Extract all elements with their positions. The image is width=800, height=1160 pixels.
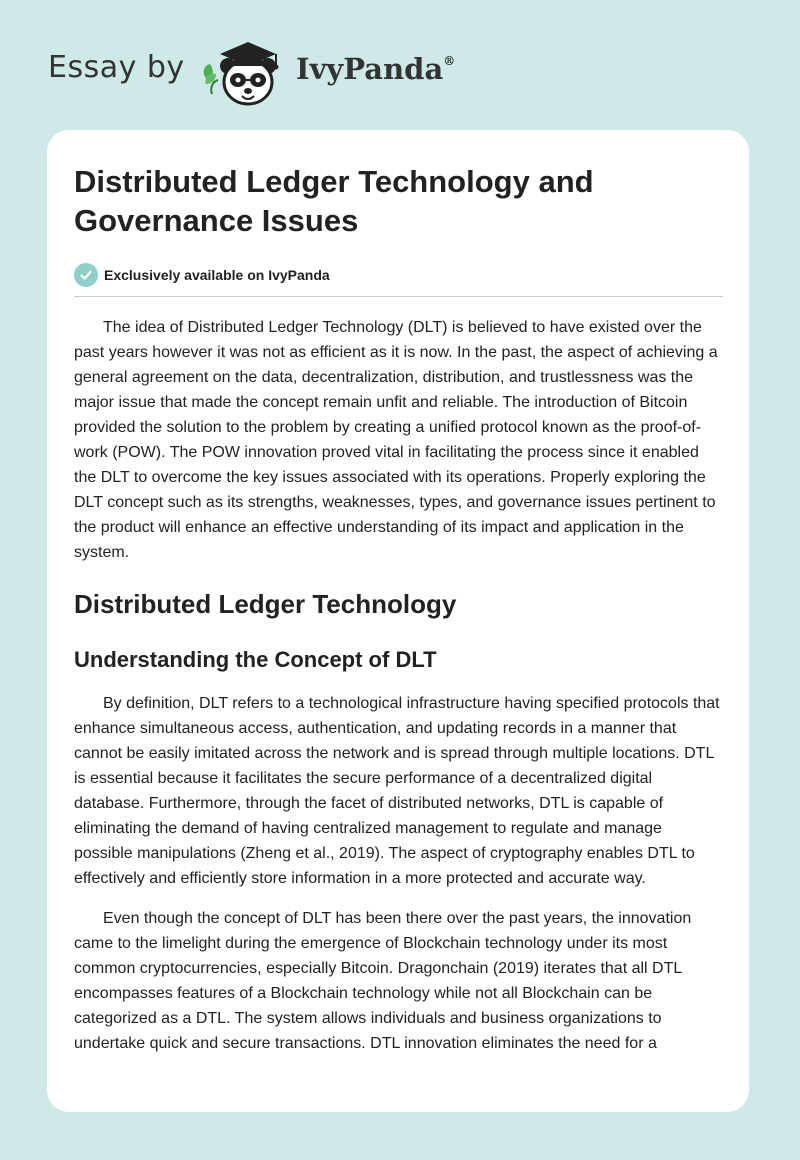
- brand-name-text: IvyPanda: [296, 52, 444, 86]
- site-header: [0, 0, 800, 130]
- article-title: Distributed Ledger Technology and Governance Issues: [74, 164, 594, 238]
- subsection-heading: Understanding the Concept of DLT: [74, 647, 437, 672]
- check-icon: [74, 263, 98, 287]
- exclusive-badge: [74, 262, 723, 288]
- brand-name[interactable]: [296, 52, 455, 86]
- section-heading: Distributed Ledger Technology: [74, 589, 457, 619]
- article-content: [74, 162, 723, 1056]
- registered-mark: ®: [443, 54, 456, 68]
- panda-logo-icon[interactable]: [200, 36, 292, 108]
- definition-paragraph: By definition, DLT refers to a technological infrastructure having specified protocols that enhance simultaneous access, authentication, and updating records in a manner that cannot be easily imitated across the network and is spread through multiple locations. DTL is essential because it facilitates the secure performance of a decentralized digital database. Furthermore, through the facet of distributed networks, DTL is capable of eliminating the demand of having centralized management to regulate and manage possible manipulations (Zheng et al., 2019). The aspect of cryptography enables DTL to effectively and efficiently store information in a more protected and accurate way.: [74, 695, 720, 887]
- divider: [74, 296, 723, 297]
- exclusive-label: Exclusively available on IvyPanda: [104, 267, 330, 283]
- blockchain-paragraph: Even though the concept of DLT has been there over the past years, the innovation came to the limelight during the emergence of Blockchain technology under its most common cryptocurrencies, especially Bitcoin. Dragonchain (2019) iterates that all DTL encompasses features of a Blockchain technology while not all Blockchain can be categorized as a DTL. The system allows individuals and business organizations to undertake quick and secure transactions. DTL innovation eliminates the need for a: [74, 910, 692, 1052]
- intro-paragraph: The idea of Distributed Ledger Technology (DLT) is believed to have existed over the past years however it was not as efficient as it is now. In the past, the aspect of achieving a general agreement on the data, decentralization, distribution, and trustlessness was the major issue that made the concept remain unfit and reliable. The introduction of Bitcoin provided the solution to the problem by creating a unified protocol known as the proof-of-work (POW). The POW innovation proved vital in facilitating the process since it enabled the DLT to overcome the key issues associated with its operations. Properly exploring the DLT concept such as its strengths, weaknesses, types, and governance issues pertinent to the product will enhance an effective understanding of its impact and application in the system.: [74, 319, 718, 561]
- article-card: [47, 130, 749, 1112]
- essay-by-label: Essay by: [48, 50, 185, 85]
